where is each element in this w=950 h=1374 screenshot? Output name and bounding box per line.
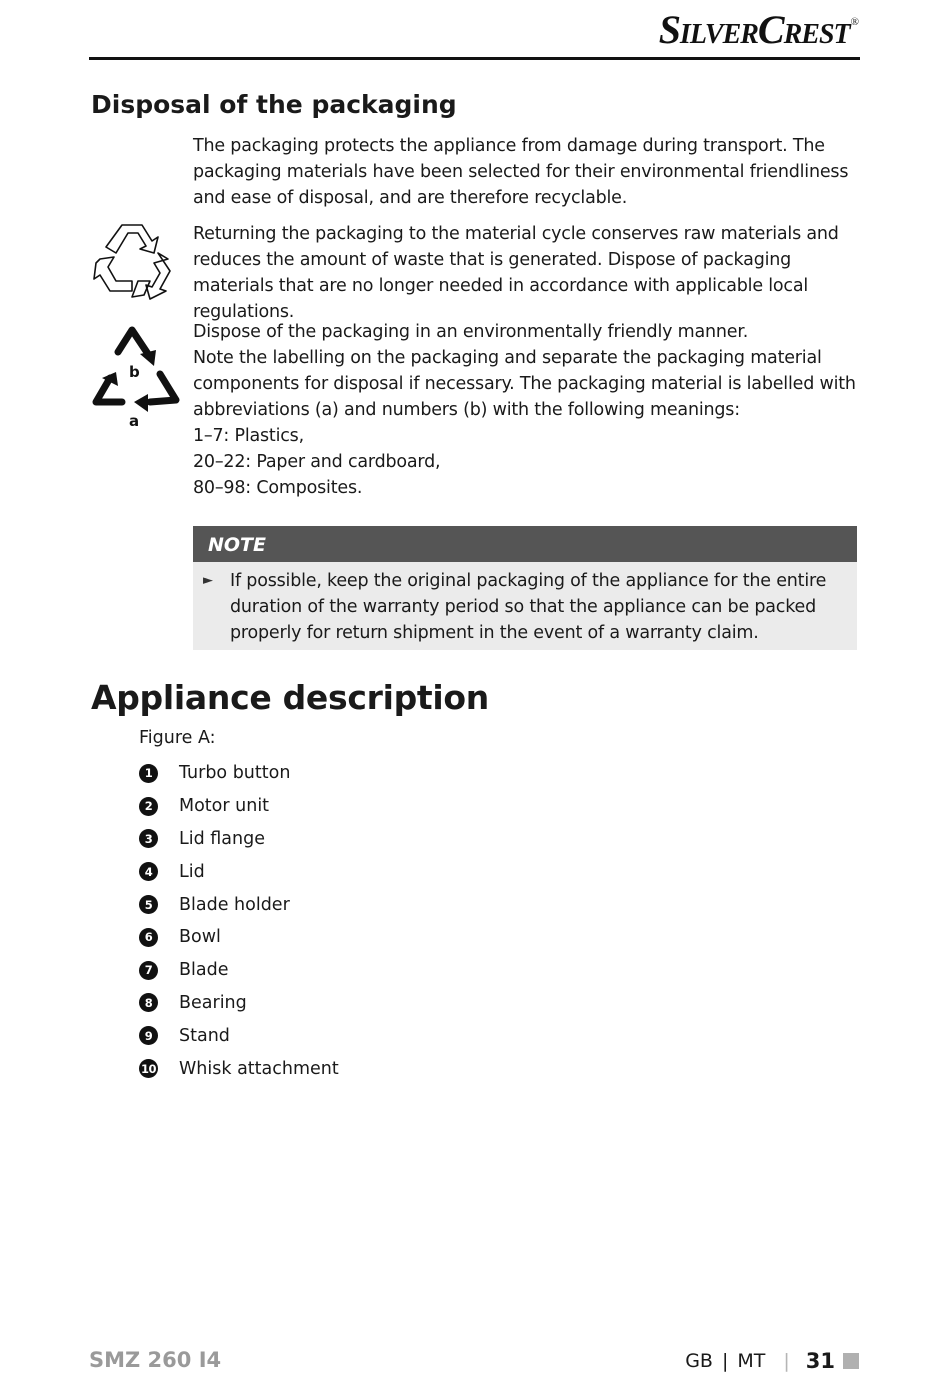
disposal-paragraph-1: The packaging protects the appliance from damage during transport. The packaging materials have been selected for their environmental friendliness and ease of disposal, and are therefore recyclable. bbox=[193, 136, 849, 208]
list-item bbox=[139, 790, 339, 823]
brand-logo: SilverCrest® bbox=[658, 7, 858, 52]
part-label: Blade bbox=[179, 960, 229, 981]
parts-list bbox=[139, 757, 339, 1085]
disposal-code-paper: 20–22: Paper and cardboard, bbox=[193, 452, 441, 472]
section-title-appliance: Appliance description bbox=[91, 678, 489, 717]
part-number: 5 bbox=[139, 895, 158, 914]
part-number: 7 bbox=[139, 961, 158, 980]
note-text: If possible, keep the original packaging of the appliance for the entire duration of the warranty period so that the appliance can be packed properly for return shipment in the event of a warranty claim. bbox=[230, 571, 827, 643]
recycling-code-triangle-icon bbox=[88, 322, 184, 430]
part-label: Bearing bbox=[179, 992, 247, 1013]
disposal-line: Note the labelling on the packaging and separate the packaging material components for disposal if necessary. The packaging material is labelled with abbreviations (a) and numbers (b) with the following meanings: bbox=[193, 348, 856, 420]
footer-page-info bbox=[685, 1349, 859, 1373]
disposal-paragraph-2: Returning the packaging to the material cycle conserves raw materials and reduces the amount of waste that is generated. Dispose of packaging materials that are no longer needed in accordance with applicable local regulations. bbox=[193, 224, 839, 322]
triangle-label-b: b bbox=[129, 363, 140, 381]
part-label: Stand bbox=[179, 1025, 230, 1046]
list-item bbox=[139, 823, 339, 856]
part-label: Turbo button bbox=[179, 763, 291, 784]
list-item bbox=[139, 987, 339, 1020]
part-label: Motor unit bbox=[179, 796, 270, 817]
note-box bbox=[193, 526, 857, 650]
part-label: Lid flange bbox=[179, 828, 265, 849]
footer-separator: | bbox=[721, 1350, 729, 1372]
header-divider bbox=[89, 57, 860, 60]
part-number: 8 bbox=[139, 993, 158, 1012]
figure-label: Figure A: bbox=[139, 728, 216, 748]
triangle-label-a: a bbox=[129, 412, 140, 430]
part-label: Whisk attachment bbox=[179, 1058, 339, 1079]
list-item bbox=[139, 855, 339, 888]
footer-separator: | bbox=[783, 1350, 790, 1372]
list-item bbox=[139, 888, 339, 921]
part-number: 9 bbox=[139, 1026, 158, 1045]
list-item bbox=[139, 921, 339, 954]
footer-model-number: SMZ 260 I4 bbox=[89, 1348, 222, 1372]
disposal-line: Dispose of the packaging in an environmentally friendly manner. bbox=[193, 322, 749, 342]
part-label: Lid bbox=[179, 861, 205, 882]
list-item bbox=[139, 954, 339, 987]
footer-lang-gb: GB bbox=[685, 1350, 713, 1372]
list-item bbox=[139, 1052, 339, 1085]
part-label: Blade holder bbox=[179, 894, 290, 915]
part-number: 10 bbox=[139, 1059, 158, 1078]
note-heading: NOTE bbox=[193, 526, 857, 562]
recycling-arrows-icon bbox=[92, 219, 180, 301]
list-item bbox=[139, 1019, 339, 1052]
page-number: 31 bbox=[805, 1349, 835, 1373]
disposal-code-plastics: 1–7: Plastics, bbox=[193, 426, 304, 446]
disposal-code-composites: 80–98: Composites. bbox=[193, 478, 363, 498]
section-title-disposal: Disposal of the packaging bbox=[91, 90, 457, 119]
part-number: 4 bbox=[139, 862, 158, 881]
part-number: 1 bbox=[139, 764, 158, 783]
footer-lang-mt: MT bbox=[737, 1350, 766, 1372]
part-label: Bowl bbox=[179, 927, 221, 948]
part-number: 2 bbox=[139, 797, 158, 816]
disposal-paragraph-3 bbox=[193, 319, 858, 501]
part-number: 3 bbox=[139, 829, 158, 848]
list-item bbox=[139, 757, 339, 790]
page-marker-square bbox=[843, 1353, 859, 1369]
triangle-bullet-icon: ► bbox=[203, 573, 213, 588]
part-number: 6 bbox=[139, 928, 158, 947]
